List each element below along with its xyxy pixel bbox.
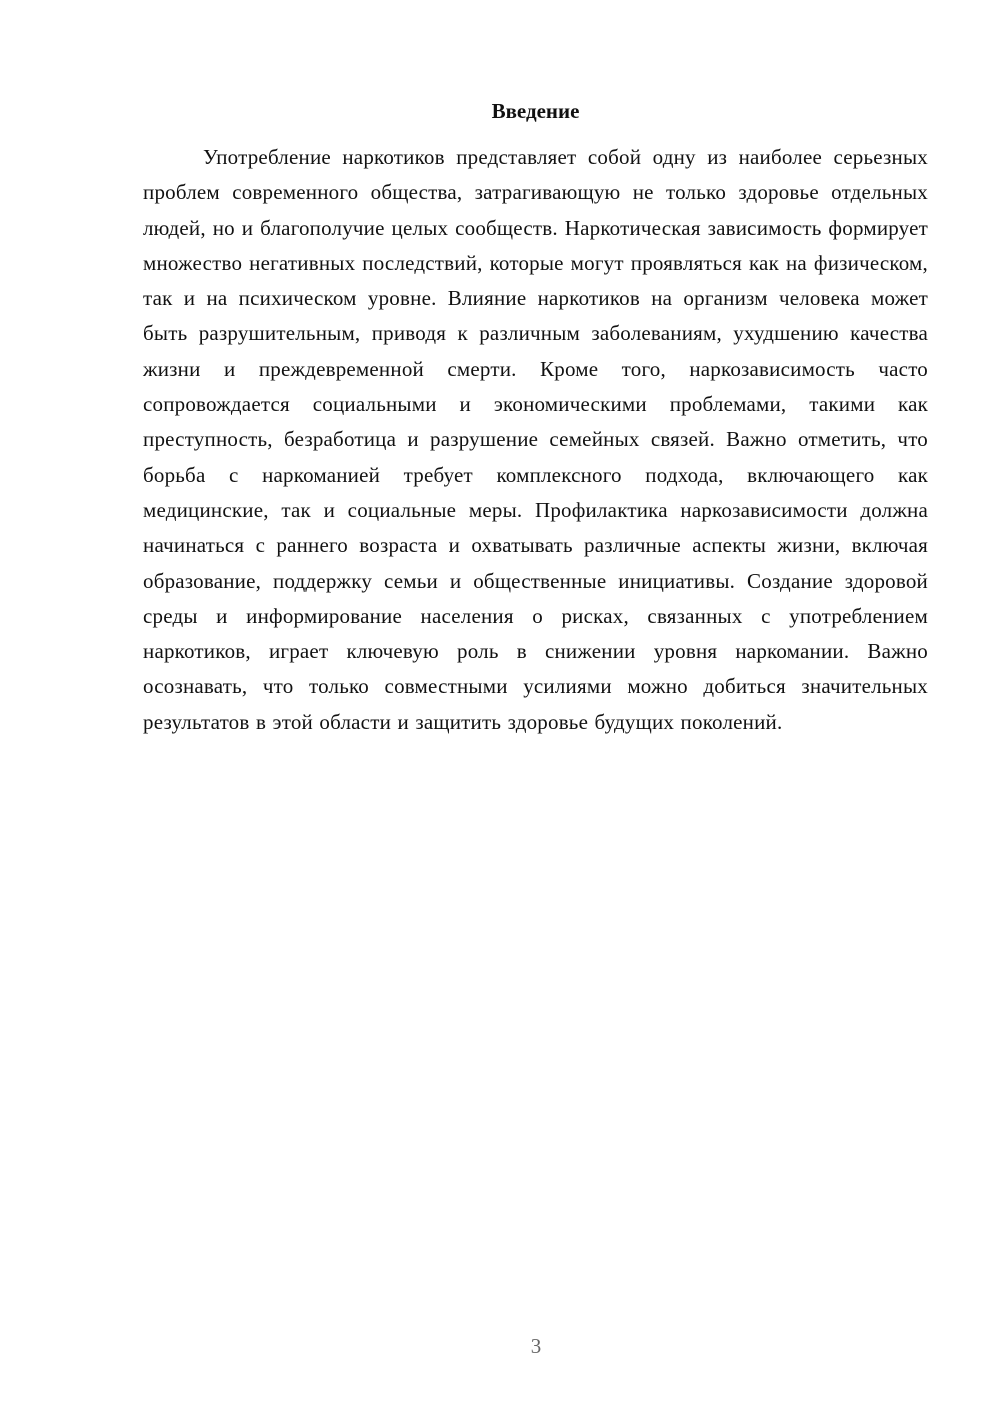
section-heading: Введение [491,99,580,123]
page-number: 3 [530,1334,542,1358]
body-paragraph: Употребление наркотиков представляет собой одну из наиболее серьезных проблем современного общества, затрагивающую не только здоровье отдельных людей, но и благополучие целых сообществ. Наркотическая зависимость формирует множество негативных последствий, которые могут проявляться как на физическом, так и на психическом уровне. Влияние наркотиков на организм человека может быть разрушительным, приводя к различным заболеваниям, ухудшению качества жизни и преждевременной смерти. Кроме того, наркозависимость часто сопровождается социальными и экономическими проблемами, такими как преступность, безработица и разрушение семейных связей. Важно отметить, что борьба с наркоманией требует комплексного подхода, включающего как медицинские, так и социальные меры. Профилактика наркозависимости должна начинаться с раннего возраста и охватывать различные аспекты жизни, включая образование, поддержку семьи и общественные инициативы. Создание здоровой среды и информирование населения о рисках, связанных с употреблением наркотиков, играет ключевую роль в снижении уровня наркомании. Важно осознавать, что только совместными усилиями можно добиться значительных результатов в этой области и защитить здоровье будущих поколений. [143,145,928,734]
